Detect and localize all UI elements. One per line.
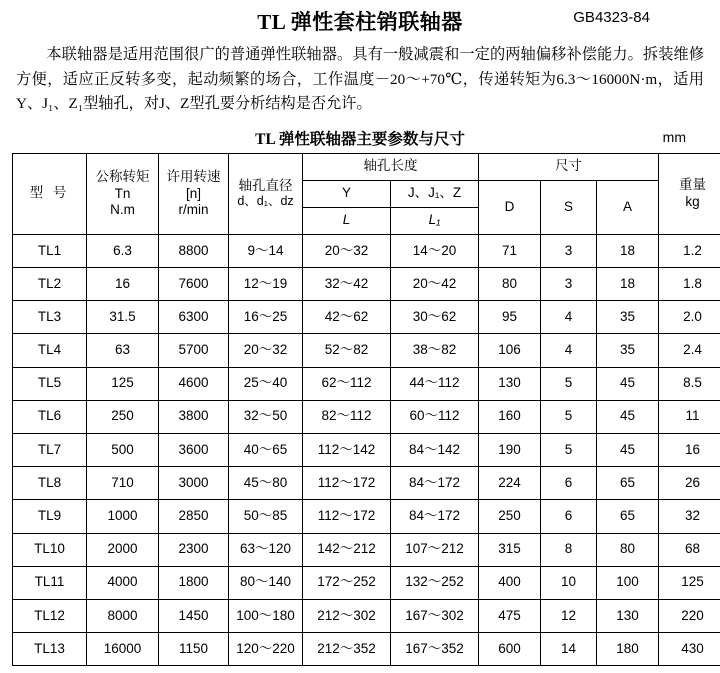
cell-weight: 1.2 <box>659 234 720 267</box>
cell-bore-diameter: 120～220 <box>229 633 303 666</box>
cell-dim-D: 80 <box>479 268 541 301</box>
cell-dim-D: 315 <box>479 533 541 566</box>
cell-weight: 8.5 <box>659 367 720 400</box>
cell-weight: 11 <box>659 400 720 433</box>
cell-dim-D: 190 <box>479 434 541 467</box>
cell-speed: 2300 <box>159 533 229 566</box>
cell-dim-A: 180 <box>597 633 659 666</box>
col-header-L: L <box>303 207 391 234</box>
cell-bore-length-L: 82～112 <box>303 400 391 433</box>
cell-weight: 68 <box>659 533 720 566</box>
cell-dim-S: 4 <box>541 334 597 367</box>
cell-dim-A: 65 <box>597 500 659 533</box>
cell-dim-D: 95 <box>479 301 541 334</box>
cell-bore-diameter: 20～32 <box>229 334 303 367</box>
cell-dim-D: 600 <box>479 633 541 666</box>
cell-bore-diameter: 63～120 <box>229 533 303 566</box>
cell-bore-length-L: 62～112 <box>303 367 391 400</box>
cell-dim-S: 5 <box>541 434 597 467</box>
col-header-torque-l3: N.m <box>110 202 135 218</box>
cell-torque: 1000 <box>87 500 159 533</box>
cell-model: TL12 <box>13 599 87 632</box>
col-header-speed <box>159 153 229 234</box>
cell-torque: 63 <box>87 334 159 367</box>
col-header-torque-l2: Tn <box>114 185 131 201</box>
cell-weight: 1.8 <box>659 268 720 301</box>
cell-dim-A: 45 <box>597 400 659 433</box>
cell-weight: 2.0 <box>659 301 720 334</box>
cell-torque: 710 <box>87 467 159 500</box>
cell-bore-length-L1: 84～172 <box>391 467 479 500</box>
cell-bore-length-L1: 60～112 <box>391 400 479 433</box>
cell-bore-diameter: 40～65 <box>229 434 303 467</box>
cell-dim-S: 3 <box>541 234 597 267</box>
table-row <box>13 334 720 367</box>
table-row <box>13 434 720 467</box>
cell-dim-S: 6 <box>541 467 597 500</box>
cell-torque: 250 <box>87 400 159 433</box>
header-row-1 <box>13 153 720 180</box>
col-header-bore-l2: d、d₁、dz <box>237 194 294 209</box>
col-header-speed-l1: 许用转速 <box>166 169 221 185</box>
cell-dim-A: 130 <box>597 599 659 632</box>
cell-bore-diameter: 50～85 <box>229 500 303 533</box>
cell-speed: 1450 <box>159 599 229 632</box>
cell-bore-length-L: 212～352 <box>303 633 391 666</box>
cell-bore-length-L: 52～82 <box>303 334 391 367</box>
table-row <box>13 234 720 267</box>
cell-dim-D: 224 <box>479 467 541 500</box>
intro-paragraph <box>12 43 708 117</box>
cell-bore-length-L: 112～172 <box>303 500 391 533</box>
cell-dim-D: 160 <box>479 400 541 433</box>
cell-model: TL13 <box>13 633 87 666</box>
cell-dim-S: 3 <box>541 268 597 301</box>
cell-bore-length-L1: 167～302 <box>391 599 479 632</box>
table-row <box>13 400 720 433</box>
cell-weight: 26 <box>659 467 720 500</box>
cell-dim-S: 6 <box>541 500 597 533</box>
spec-table <box>12 153 720 666</box>
cell-model: TL5 <box>13 367 87 400</box>
spec-table-body <box>13 234 720 665</box>
cell-model: TL1 <box>13 234 87 267</box>
cell-speed: 3800 <box>159 400 229 433</box>
cell-dim-A: 35 <box>597 334 659 367</box>
cell-model: TL8 <box>13 467 87 500</box>
col-header-bore-length-jz: J、J₁、Z <box>391 180 479 207</box>
cell-model: TL6 <box>13 400 87 433</box>
cell-bore-diameter: 80～140 <box>229 566 303 599</box>
table-row <box>13 599 720 632</box>
cell-dim-D: 71 <box>479 234 541 267</box>
cell-weight: 2.4 <box>659 334 720 367</box>
cell-dim-D: 250 <box>479 500 541 533</box>
table-row <box>13 633 720 666</box>
cell-torque: 8000 <box>87 599 159 632</box>
cell-bore-diameter: 100～180 <box>229 599 303 632</box>
cell-dim-A: 18 <box>597 234 659 267</box>
cell-dim-D: 130 <box>479 367 541 400</box>
col-header-weight-l1: 重量 <box>679 177 707 193</box>
cell-bore-length-L: 172～252 <box>303 566 391 599</box>
cell-bore-length-L1: 84～172 <box>391 500 479 533</box>
cell-bore-length-L: 142～212 <box>303 533 391 566</box>
col-header-weight <box>659 153 720 234</box>
cell-speed: 7600 <box>159 268 229 301</box>
cell-bore-length-L: 20～32 <box>303 234 391 267</box>
cell-dim-S: 4 <box>541 301 597 334</box>
table-row <box>13 566 720 599</box>
cell-bore-length-L1: 167～352 <box>391 633 479 666</box>
cell-speed: 6300 <box>159 301 229 334</box>
cell-speed: 5700 <box>159 334 229 367</box>
cell-speed: 1800 <box>159 566 229 599</box>
col-header-torque-l1: 公称转矩 <box>95 169 150 185</box>
cell-speed: 3000 <box>159 467 229 500</box>
cell-speed: 1150 <box>159 633 229 666</box>
col-header-bore-length-group: 轴孔长度 <box>303 153 479 180</box>
col-header-model: 型 号 <box>13 153 87 234</box>
cell-speed: 3600 <box>159 434 229 467</box>
cell-bore-length-L1: 44～112 <box>391 367 479 400</box>
cell-bore-length-L: 42～62 <box>303 301 391 334</box>
cell-dim-A: 45 <box>597 367 659 400</box>
col-header-speed-l2: [n] <box>185 185 201 201</box>
col-header-D: D <box>479 180 541 234</box>
cell-bore-diameter: 12～19 <box>229 268 303 301</box>
page-title: TL 弹性套柱销联轴器 <box>257 10 463 34</box>
cell-model: TL11 <box>13 566 87 599</box>
intro-text: 本联轴器是适用范围很广的普通弹性联轴器。具有一般减震和一定的两轴偏移补偿能力。拆装维修方便，适应正反转多变，起动频繁的场合，工作温度－20～+70℃，传递转矩为6.3～16000N·m，适用Y、J₁、Z₁型轴孔，对J、Z型孔要分析结构是否允许。 <box>16 46 704 113</box>
cell-torque: 6.3 <box>87 234 159 267</box>
cell-bore-diameter: 45～80 <box>229 467 303 500</box>
cell-dim-D: 400 <box>479 566 541 599</box>
col-header-torque <box>87 153 159 234</box>
cell-bore-length-L1: 107～212 <box>391 533 479 566</box>
document-header <box>12 0 708 36</box>
cell-dim-S: 8 <box>541 533 597 566</box>
col-header-A: A <box>597 180 659 234</box>
table-row <box>13 268 720 301</box>
table-row <box>13 367 720 400</box>
table-caption: TL 弹性联轴器主要参数与尺寸 <box>255 130 465 148</box>
cell-torque: 31.5 <box>87 301 159 334</box>
cell-bore-length-L1: 132～252 <box>391 566 479 599</box>
cell-dim-S: 14 <box>541 633 597 666</box>
cell-dim-A: 100 <box>597 566 659 599</box>
cell-dim-S: 5 <box>541 400 597 433</box>
cell-speed: 2850 <box>159 500 229 533</box>
col-header-bore-length-y: Y <box>303 180 391 207</box>
col-header-dimensions-group: 尺寸 <box>479 153 659 180</box>
cell-model: TL3 <box>13 301 87 334</box>
cell-bore-length-L1: 38～82 <box>391 334 479 367</box>
cell-bore-length-L: 112～142 <box>303 434 391 467</box>
cell-bore-length-L: 32～42 <box>303 268 391 301</box>
cell-dim-S: 5 <box>541 367 597 400</box>
cell-torque: 16000 <box>87 633 159 666</box>
col-header-bore-diameter <box>229 153 303 234</box>
col-header-L1: L₁ <box>391 207 479 234</box>
cell-bore-length-L: 212～302 <box>303 599 391 632</box>
cell-model: TL4 <box>13 334 87 367</box>
cell-bore-diameter: 16～25 <box>229 301 303 334</box>
cell-bore-length-L1: 14～20 <box>391 234 479 267</box>
cell-torque: 2000 <box>87 533 159 566</box>
cell-model: TL7 <box>13 434 87 467</box>
table-row <box>13 533 720 566</box>
cell-bore-length-L1: 20～42 <box>391 268 479 301</box>
cell-bore-length-L: 112～172 <box>303 467 391 500</box>
col-header-weight-l2: kg <box>685 193 700 209</box>
cell-weight: 125 <box>659 566 720 599</box>
cell-weight: 32 <box>659 500 720 533</box>
cell-bore-diameter: 25～40 <box>229 367 303 400</box>
table-unit-label: mm <box>662 128 686 145</box>
cell-weight: 220 <box>659 599 720 632</box>
col-header-bore-l1: 轴孔直径 <box>238 178 293 194</box>
standard-code: GB4323-84 <box>573 9 650 26</box>
cell-speed: 8800 <box>159 234 229 267</box>
cell-torque: 500 <box>87 434 159 467</box>
cell-bore-length-L1: 30～62 <box>391 301 479 334</box>
col-header-speed-l3: r/min <box>178 202 209 218</box>
cell-speed: 4600 <box>159 367 229 400</box>
cell-dim-D: 106 <box>479 334 541 367</box>
table-row <box>13 500 720 533</box>
cell-bore-diameter: 32～50 <box>229 400 303 433</box>
cell-dim-A: 65 <box>597 467 659 500</box>
table-row <box>13 301 720 334</box>
cell-dim-S: 10 <box>541 566 597 599</box>
cell-weight: 430 <box>659 633 720 666</box>
cell-torque: 125 <box>87 367 159 400</box>
cell-dim-A: 18 <box>597 268 659 301</box>
cell-torque: 16 <box>87 268 159 301</box>
cell-weight: 16 <box>659 434 720 467</box>
cell-model: TL9 <box>13 500 87 533</box>
cell-bore-length-L1: 84～142 <box>391 434 479 467</box>
col-header-S: S <box>541 180 597 234</box>
cell-model: TL10 <box>13 533 87 566</box>
table-row <box>13 467 720 500</box>
cell-dim-D: 475 <box>479 599 541 632</box>
cell-model: TL2 <box>13 268 87 301</box>
cell-bore-diameter: 9～14 <box>229 234 303 267</box>
cell-dim-S: 12 <box>541 599 597 632</box>
table-caption-row <box>12 127 708 149</box>
cell-dim-A: 35 <box>597 301 659 334</box>
spec-table-head <box>13 153 720 234</box>
cell-torque: 4000 <box>87 566 159 599</box>
cell-dim-A: 45 <box>597 434 659 467</box>
cell-dim-A: 80 <box>597 533 659 566</box>
